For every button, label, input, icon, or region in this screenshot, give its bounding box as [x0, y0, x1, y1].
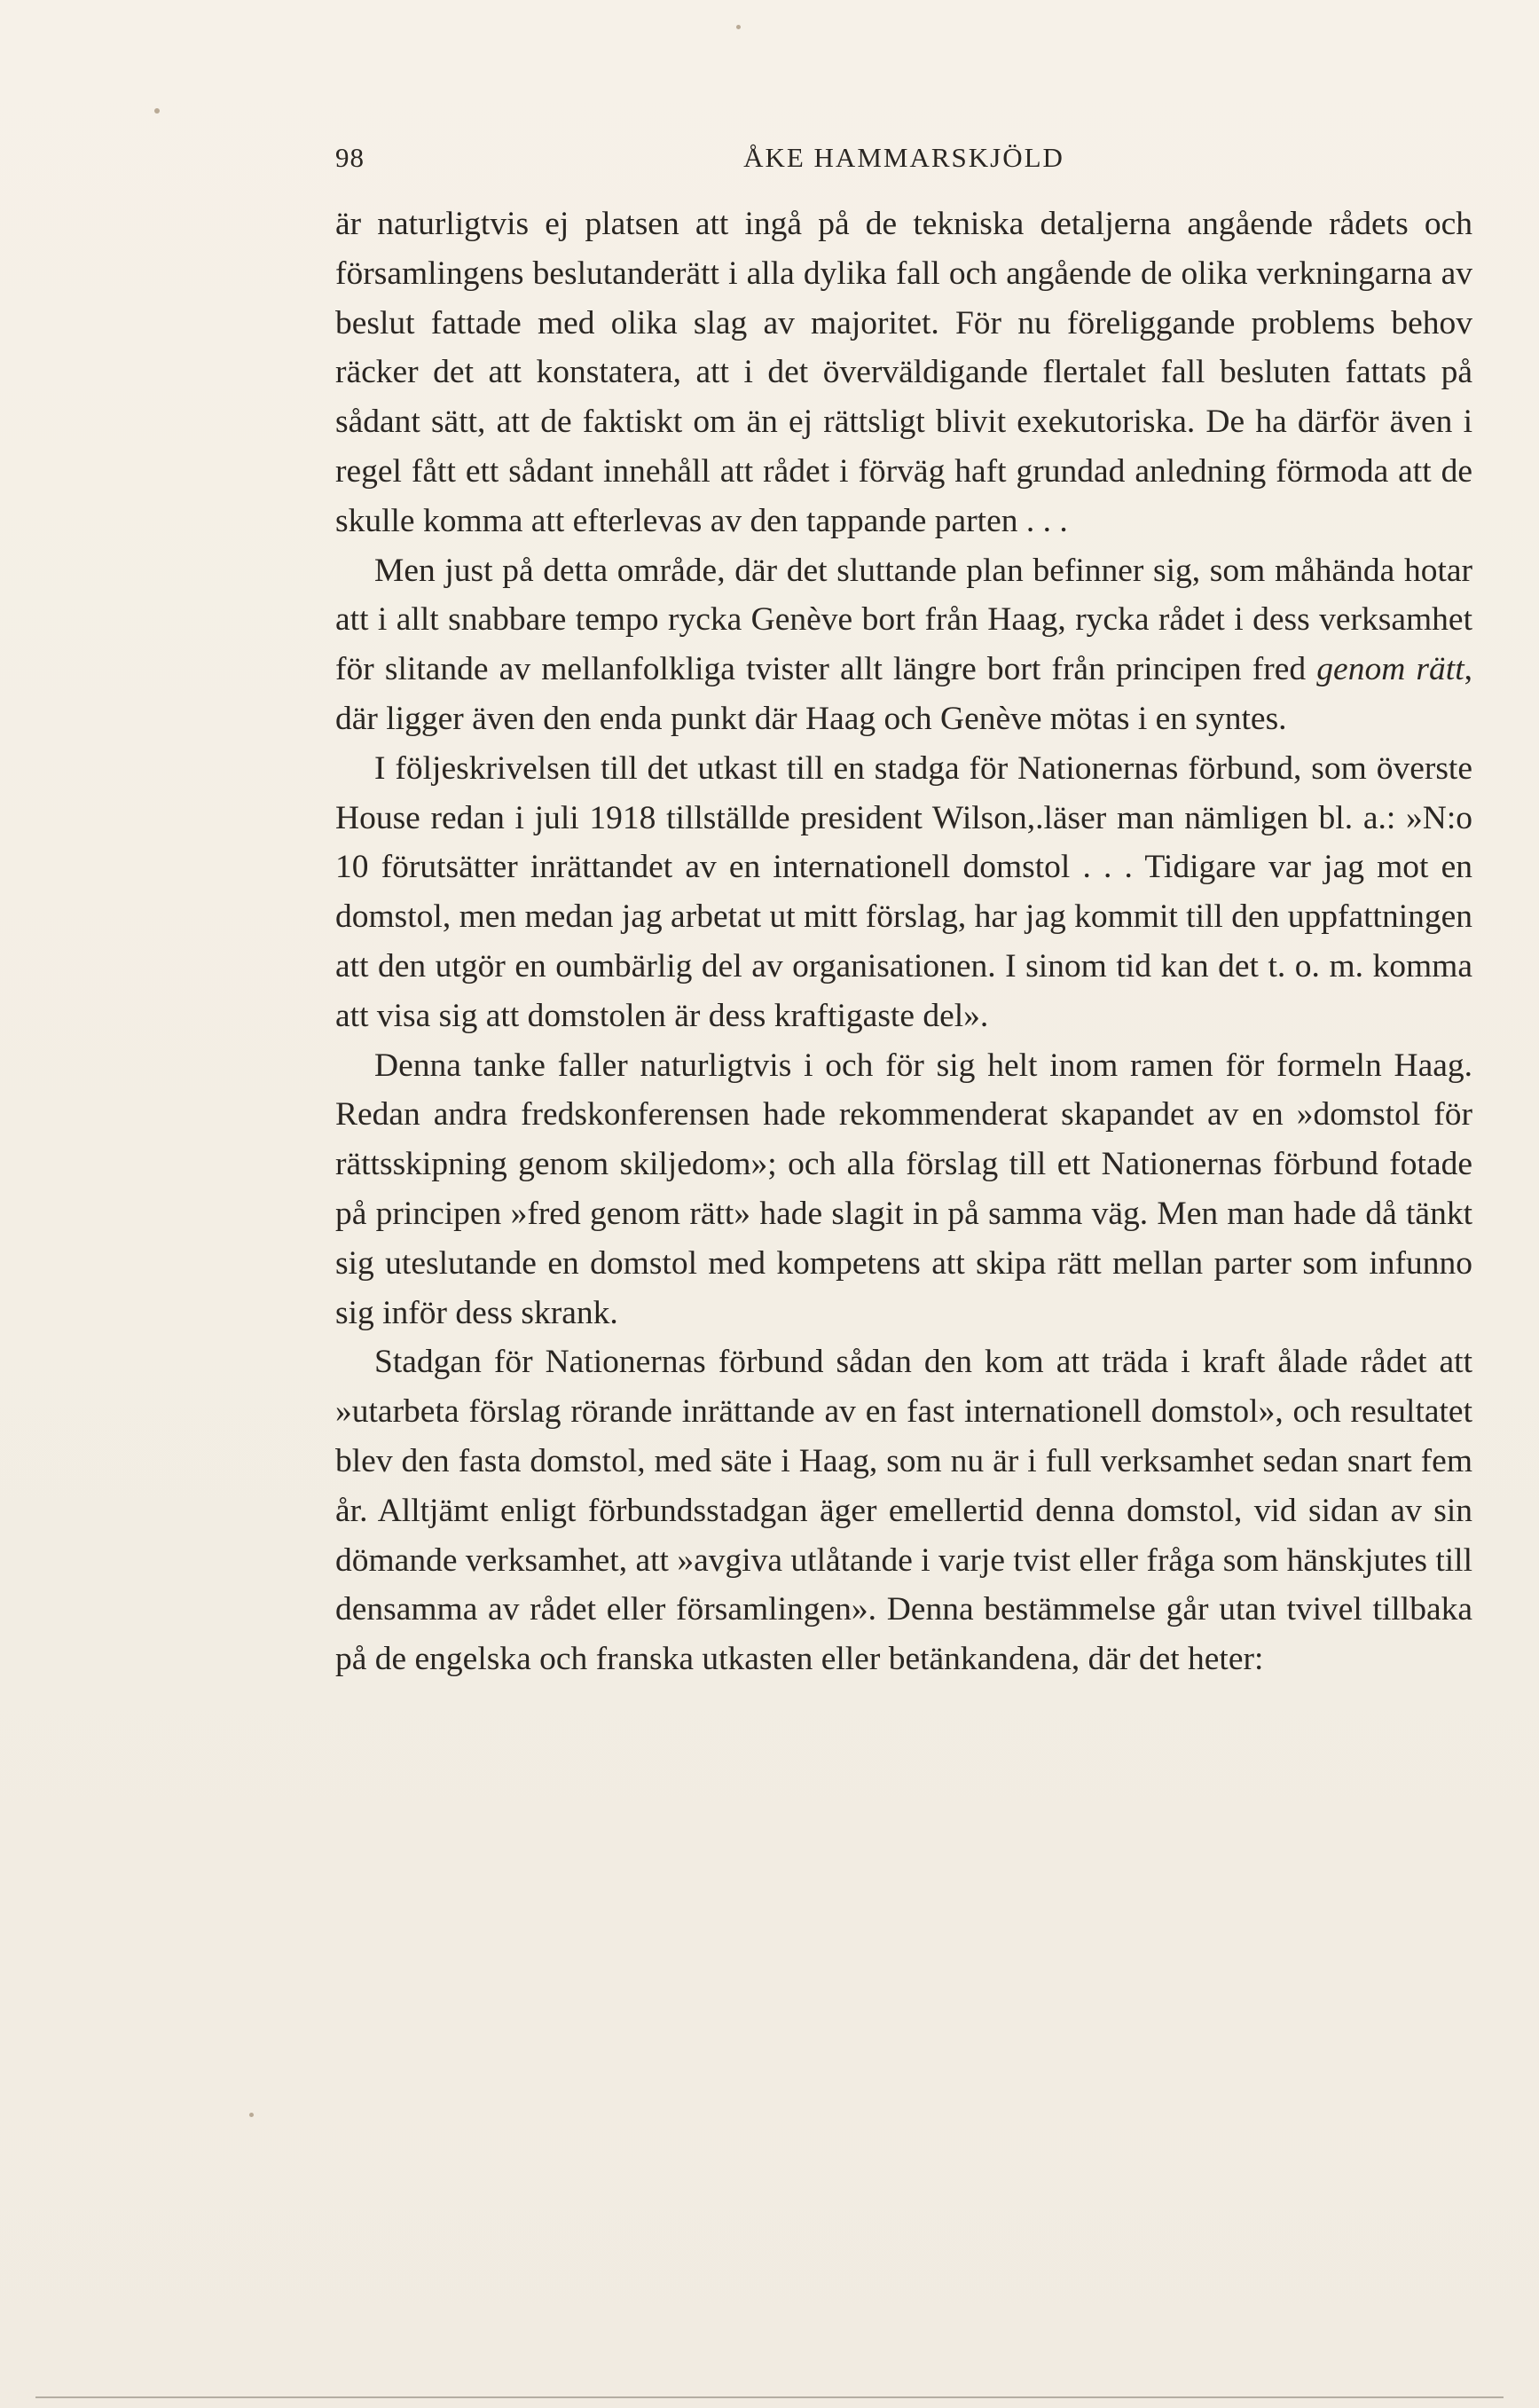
paragraph-2-text-after: , där ligger även den enda punkt där Haag och Genève mötas i en syntes. — [335, 651, 1472, 737]
paragraph-2-italic-phrase: genom rätt — [1316, 651, 1464, 688]
paragraph-4: Denna tanke faller naturligtvis i och för sig helt inom ramen för formeln Haag. Redan andra fredskonferensen hade rekommenderat skapandet av en »domstol för rättsskipning genom skiljedom»; och alla förslag till ett Nationernas förbund fotade på principen »fred genom rätt» hade slagit in på samma väg. Men man hade då tänkt sig uteslutande en domstol med kompetens att skipa rätt mellan parter som infunno sig inför dess skrank. — [335, 1047, 1472, 1331]
page-header — [335, 142, 1472, 181]
paragraph-5: Stadgan för Nationernas förbund sådan den kom att träda i kraft ålade rådet att »utarbeta förslag rörande inrättande av en fast internationell domstol», och resultatet blev den fasta domstol, med säte i Haag, som nu är i full verksamhet sedan snart fem år. Alltjämt enligt förbundsstadgan äger emellertid denna domstol, vid sidan av sin dömande verksamhet, att »avgiva utlåtande i varje tvist eller fråga som hänskjutes till densamma av rådet eller församlingen». Denna bestämmelse går utan tvivel tillbaka på de engelska och franska utkasten eller betänkandena, där det heter: — [335, 1344, 1472, 1678]
paragraph-3: I följeskrivelsen till det utkast till en stadga för Nationernas förbund, som överste House redan i juli 1918 tillställde president Wilson,.läser man nämligen bl. a.: »N:o 10 förutsätter inrättandet av en internationell domstol . . . Tidigare var jag mot en domstol, men medan jag arbetat ut mitt förslag, har jag kommit till den uppfattningen att den utgör en oumbärlig del av organisationen. I sinom tid kan det t. o. m. komma att visa sig att domstolen är dess kraftigaste del». — [335, 749, 1473, 1034]
scan-edge-line — [35, 2396, 1504, 2398]
paragraph-2-text-before: Men just på detta område, där det sluttande plan befinner sig, som måhända hotar att i allt snabbare tempo rycka Genève bort från Haag, rycka rådet i dess verksamhet för slitande av mellanfolkliga tvister allt längre bort från principen fred — [335, 552, 1472, 688]
paper-speck — [154, 108, 160, 114]
paper-speck — [736, 25, 741, 29]
page-number: 98 — [335, 142, 365, 173]
paragraph-2 — [335, 546, 1472, 744]
paragraph-1: är naturligtvis ej platsen att ingå på de tekniska detaljerna angående rådets och församlingens beslutanderätt i alla dylika fall och angående de olika verkningarna av beslut fattade med olika slag av majoritet. För nu föreliggande problems behov räcker det att konstatera, att i det överväldigande flertalet fall besluten fattats på sådant sätt, att de faktiskt om än ej rättsligt blivit exekutoriska. De ha därför även i regel fått ett sådant innehåll att rådet i förväg haft grundad anledning förmoda att de skulle komma att efterlevas av den tappande parten . . . — [335, 206, 1472, 539]
paper-speck — [249, 2113, 254, 2117]
body-text — [335, 200, 1472, 1684]
running-head: ÅKE HAMMARSKJÖLD — [743, 142, 1064, 173]
